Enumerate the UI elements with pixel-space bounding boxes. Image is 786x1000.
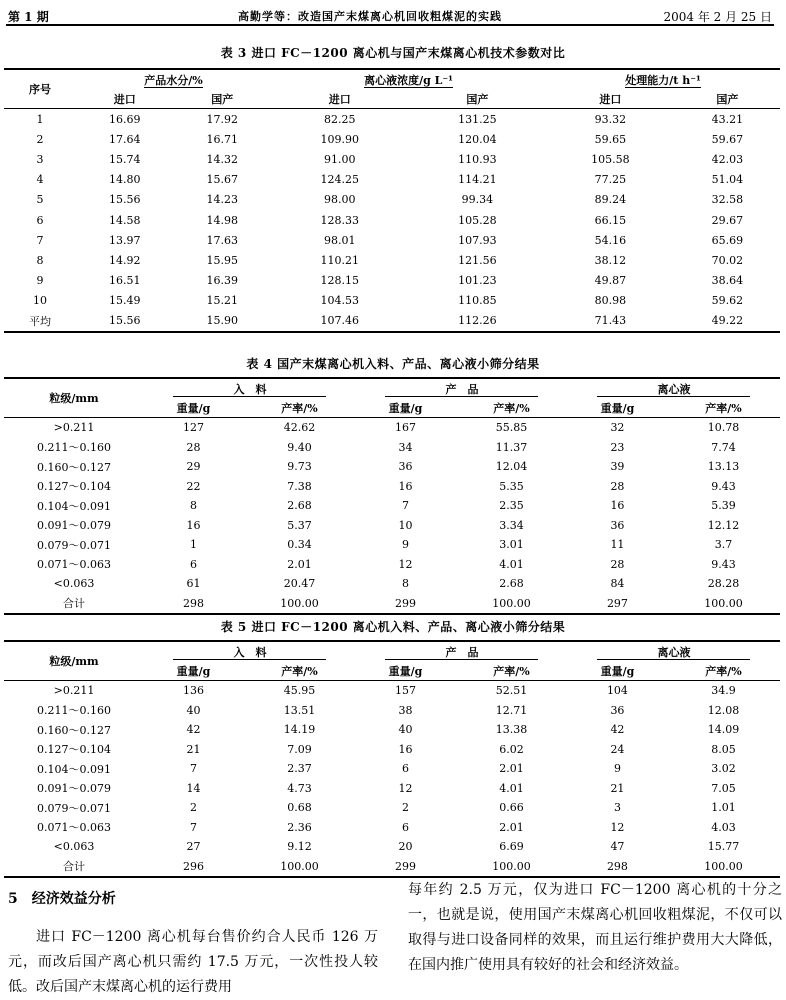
table-cell: 6	[401, 762, 409, 776]
table-cell: 12.04	[495, 460, 528, 474]
table-cell: 121.56	[458, 253, 497, 267]
table-cell: 20.47	[283, 577, 316, 591]
table-row	[4, 477, 780, 497]
table-cell: 54.16	[594, 233, 627, 247]
row-label-cell: 0.071～0.063	[37, 558, 111, 572]
table4-index-header: 粒级/mm	[4, 378, 144, 418]
table-cell: 299	[356, 857, 455, 878]
table-row	[4, 210, 780, 230]
table-cell: 15.21	[206, 294, 238, 308]
table5-sub-header: 重量/g	[356, 661, 455, 681]
table-cell: 21	[186, 742, 201, 756]
table-row	[4, 701, 780, 721]
table4-sub-header: 重量/g	[144, 398, 243, 418]
table-cell: 104.53	[320, 294, 359, 308]
row-label-cell: 合计	[4, 857, 144, 878]
table-cell: 15.77	[707, 840, 740, 854]
table-row	[4, 457, 780, 477]
table-cell: 20	[398, 840, 413, 854]
row-label-cell: 0.071～0.063	[37, 821, 111, 835]
table5-sub-header: 重量/g	[144, 661, 243, 681]
row-label-cell: 3	[36, 152, 44, 166]
table5-index-header: 粒级/mm	[4, 641, 144, 681]
table4-sub-header: 重量/g	[356, 398, 455, 418]
table-cell: 22	[186, 479, 201, 493]
issue-number: 第 1 期	[8, 10, 49, 24]
row-label-cell: 平均	[4, 311, 76, 332]
table-cell: 36	[610, 518, 625, 532]
table-cell: 3	[613, 801, 621, 815]
table-cell: 100.00	[667, 594, 780, 615]
table-cell: 23	[610, 440, 625, 454]
table-cell: 104	[606, 684, 628, 698]
table-cell: 16.39	[206, 274, 238, 288]
row-label-cell: 0.079～0.071	[37, 801, 111, 815]
table-cell: 16.51	[108, 274, 141, 288]
table-cell: 5.37	[287, 518, 312, 532]
table-cell: 51.04	[711, 173, 744, 187]
table-row	[4, 837, 780, 857]
body-paragraph-right: 每年约 2.5 万元，仅为进口 FC－1200 离心机的十分之一，也就是说，使用国产末煤离心机回收粗煤泥，不仅可以取得与进口设备同样的效果，而且运行维护费用大大降低，在国内推广使用具有较好的社会和经济效益。	[408, 882, 782, 973]
table-cell: 12.12	[707, 518, 740, 532]
table-cell: 32	[610, 421, 625, 435]
table-cell: 12	[610, 820, 625, 834]
row-label-cell: 合计	[4, 594, 144, 615]
table-cell: 297	[568, 594, 667, 615]
issue-date: 2004 年 2 月 25 日	[663, 10, 772, 24]
table-cell: 110.21	[320, 253, 359, 267]
table-cell: 42	[186, 723, 201, 737]
table-row	[4, 418, 780, 438]
table-cell: 89.24	[594, 193, 627, 207]
table-cell: 6.02	[499, 742, 524, 756]
table-cell: 112.26	[409, 311, 547, 332]
table-cell: 38.12	[594, 253, 627, 267]
table-row	[4, 250, 780, 270]
table-cell: 7.38	[287, 479, 312, 493]
table5-group-header: 入 料	[144, 641, 356, 661]
table-row	[4, 170, 780, 190]
table-row	[4, 291, 780, 311]
table-row	[4, 798, 780, 818]
table-row	[4, 109, 780, 130]
table-cell: 0.34	[287, 538, 312, 552]
table-cell: 100.00	[667, 857, 780, 878]
table-row	[4, 594, 780, 615]
table-cell: 36	[398, 460, 413, 474]
table-cell: 45.95	[283, 684, 316, 698]
row-label-cell: 6	[36, 213, 44, 227]
table4	[4, 377, 780, 615]
table-cell: 124.25	[320, 173, 359, 187]
table-cell: 8	[189, 499, 197, 513]
table-row	[4, 818, 780, 838]
table-cell: 12	[398, 557, 413, 571]
table-cell: 91.00	[324, 152, 356, 166]
body-paragraph-left: 进口 FC－1200 离心机每台售价约合人民币 126 万元，而改后国产离心机只需约 17.5 万元，一次性投人较低。改后国产末煤离心机的运行费用	[8, 929, 378, 995]
table-cell: 93.32	[594, 112, 627, 126]
row-label-cell: 0.160～0.127	[37, 723, 111, 737]
table-cell: 14.92	[108, 253, 141, 267]
table3-sub-header: 国产	[675, 90, 780, 109]
table4-group-header: 产 品	[356, 378, 568, 398]
table3-sub-header: 进口	[271, 90, 409, 109]
table-cell: 299	[356, 594, 455, 615]
row-label-cell: 0.160～0.127	[37, 460, 111, 474]
table-cell: 14.80	[108, 173, 141, 187]
table3-sub-header: 进口	[76, 90, 173, 109]
table-cell: 167	[394, 421, 416, 435]
table-row	[4, 438, 780, 458]
row-label-cell: <0.063	[53, 577, 95, 591]
table-cell: 61	[186, 577, 201, 591]
table-cell: 3.34	[499, 518, 524, 532]
row-label-cell: 0.211～0.160	[37, 441, 111, 455]
table-row	[4, 555, 780, 575]
table-cell: 157	[394, 684, 416, 698]
page-header	[8, 6, 772, 24]
table-cell: 38	[398, 703, 413, 717]
table-cell: 4.01	[499, 781, 524, 795]
table-cell: 100.00	[243, 857, 356, 878]
row-label-cell: 0.091～0.079	[37, 519, 111, 533]
row-label-cell: 10	[33, 294, 47, 308]
table-cell: 98.00	[324, 193, 356, 207]
table-cell: 2.35	[499, 499, 524, 513]
table4-sub-header: 产率/%	[455, 398, 568, 418]
table-cell: 29.67	[711, 213, 744, 227]
table-cell: 15.67	[206, 173, 238, 187]
table-cell: 2.36	[287, 820, 312, 834]
table-row	[4, 779, 780, 799]
table-cell: 77.25	[594, 173, 627, 187]
table-cell: 3.01	[499, 538, 524, 552]
table-cell: 298	[568, 857, 667, 878]
table-cell: 28	[186, 440, 201, 454]
table-cell: 14.58	[108, 213, 141, 227]
row-label-cell: 0.127～0.104	[37, 743, 111, 757]
table-cell: 49.87	[594, 274, 627, 288]
table-cell: 42.03	[711, 152, 744, 166]
table-row	[4, 516, 780, 536]
table-cell: 59.62	[711, 294, 744, 308]
table-cell: 131.25	[458, 112, 497, 126]
row-label-cell: 0.127～0.104	[37, 480, 111, 494]
table4-sub-header: 产率/%	[243, 398, 356, 418]
table-cell: 15.90	[173, 311, 270, 332]
row-label-cell: 0.091～0.079	[37, 782, 111, 796]
table5-caption: 表 5 进口 FC－1200 离心机入料、产品、离心液小筛分结果	[220, 620, 566, 634]
table-cell: 71.43	[546, 311, 675, 332]
table-cell: 15.49	[108, 294, 141, 308]
table-cell: 128.33	[320, 213, 359, 227]
section-heading	[8, 888, 116, 908]
table-cell: 120.04	[458, 132, 497, 146]
table-cell: 14.09	[707, 723, 740, 737]
table3-group-header: 产品水分/%	[76, 69, 271, 90]
table-cell: 5.39	[711, 499, 736, 513]
table-cell: 59.67	[711, 132, 744, 146]
table-cell: 34.9	[711, 684, 736, 698]
table-cell: 1.01	[711, 801, 736, 815]
table-cell: 17.63	[206, 233, 238, 247]
section-number: 5	[8, 891, 18, 907]
table-cell: 16.69	[108, 112, 141, 126]
table-cell: 7.09	[287, 742, 312, 756]
row-label-cell: <0.063	[53, 840, 95, 854]
row-label-cell: 1	[36, 112, 44, 126]
table-cell: 99.34	[461, 193, 494, 207]
table5	[4, 640, 780, 878]
table-cell: 1	[189, 538, 197, 552]
table-cell: 7	[189, 820, 197, 834]
table-cell: 28	[610, 479, 625, 493]
row-label-cell: >0.211	[53, 421, 95, 435]
table5-group-header: 产 品	[356, 641, 568, 661]
table4-sub-header: 产率/%	[667, 398, 780, 418]
table-cell: 2.01	[499, 762, 524, 776]
table-row	[4, 271, 780, 291]
row-label-cell: 5	[36, 193, 44, 207]
table-cell: 9	[613, 762, 621, 776]
row-label-cell: 9	[36, 274, 44, 288]
table-cell: 17.64	[108, 132, 141, 146]
table-cell: 0.66	[499, 801, 524, 815]
table-cell: 15.56	[108, 193, 141, 207]
table-cell: 10	[398, 518, 413, 532]
table-cell: 38.64	[711, 274, 744, 288]
table-cell: 9.40	[287, 440, 312, 454]
table3-sub-header: 国产	[173, 90, 270, 109]
table-cell: 47	[610, 840, 625, 854]
table3-group-header: 处理能力/t h⁻¹	[546, 69, 780, 90]
table3-group-header: 离心液浓度/g L⁻¹	[271, 69, 546, 90]
table-cell: 8.05	[711, 742, 736, 756]
table-row	[4, 535, 780, 555]
table-cell: 298	[144, 594, 243, 615]
table-cell: 2.68	[287, 499, 312, 513]
table-cell: 127	[182, 421, 204, 435]
table-cell: 128.15	[320, 274, 359, 288]
table5-sub-header: 产率/%	[455, 661, 568, 681]
table-cell: 52.51	[495, 684, 528, 698]
running-title: 高勤学等：改造国产末煤离心机回收粗煤泥的实践	[238, 10, 502, 23]
table-cell: 59.65	[594, 132, 627, 146]
table3-index-header: 序号	[4, 69, 76, 109]
table-cell: 16	[610, 499, 625, 513]
table-cell: 8	[401, 577, 409, 591]
table-cell: 15.56	[76, 311, 173, 332]
table-row	[4, 190, 780, 210]
table3-sub-header: 进口	[546, 90, 675, 109]
table-cell: 65.69	[711, 233, 744, 247]
table-cell: 9.12	[287, 840, 312, 854]
table3	[4, 68, 780, 333]
table-cell: 10.78	[707, 421, 740, 435]
table-cell: 2	[401, 801, 409, 815]
table5-sub-header: 产率/%	[667, 661, 780, 681]
section-title: 经济效益分析	[31, 891, 116, 907]
table-cell: 42	[610, 723, 625, 737]
table-cell: 42.62	[283, 421, 316, 435]
table-row	[4, 720, 780, 740]
table-cell: 43.21	[711, 112, 744, 126]
table-cell: 9	[401, 538, 409, 552]
table5-sub-header: 重量/g	[568, 661, 667, 681]
table-cell: 14.19	[283, 723, 316, 737]
row-label-cell: >0.211	[53, 684, 95, 698]
table-cell: 100.00	[455, 594, 568, 615]
table-cell: 100.00	[455, 857, 568, 878]
row-label-cell: 7	[36, 233, 44, 247]
table-cell: 110.93	[458, 152, 497, 166]
table-cell: 11.37	[495, 440, 528, 454]
table-cell: 109.90	[320, 132, 359, 146]
table-cell: 21	[610, 781, 625, 795]
table-cell: 6	[189, 557, 197, 571]
table-cell: 9.43	[711, 479, 736, 493]
table-cell: 114.21	[458, 173, 497, 187]
row-label-cell: 8	[36, 253, 44, 267]
table-cell: 4.03	[711, 820, 736, 834]
table-cell: 107.46	[271, 311, 409, 332]
table-cell: 80.98	[594, 294, 627, 308]
table-cell: 98.01	[324, 233, 356, 247]
table-cell: 0.68	[287, 801, 312, 815]
row-label-cell: 2	[36, 132, 44, 146]
table-cell: 13.13	[707, 460, 740, 474]
row-label-cell: 0.104～0.091	[37, 499, 111, 513]
table-cell: 3.02	[711, 762, 736, 776]
table5-sub-header: 产率/%	[243, 661, 356, 681]
table-cell: 39	[610, 460, 625, 474]
table-cell: 4.01	[499, 557, 524, 571]
table-cell: 82.25	[324, 112, 356, 126]
row-label-cell: 0.104～0.091	[37, 762, 111, 776]
table-cell: 17.92	[206, 112, 238, 126]
row-label-cell: 0.211～0.160	[37, 704, 111, 718]
table-row	[4, 759, 780, 779]
table-cell: 7.05	[711, 781, 736, 795]
table-cell: 100.00	[243, 594, 356, 615]
table4-caption: 表 4 国产末煤离心机入料、产品、离心液小筛分结果	[246, 357, 540, 371]
table-cell: 34	[398, 440, 413, 454]
table-cell: 7.74	[711, 440, 736, 454]
table4-sub-header: 重量/g	[568, 398, 667, 418]
table-cell: 27	[186, 840, 201, 854]
table-row	[4, 311, 780, 332]
table-cell: 29	[186, 460, 201, 474]
table-cell: 6.69	[499, 840, 524, 854]
table-cell: 28.28	[707, 577, 740, 591]
header-rule	[6, 24, 774, 26]
table-cell: 32.58	[711, 193, 744, 207]
table-cell: 70.02	[711, 253, 744, 267]
table-cell: 12	[398, 781, 413, 795]
table-cell: 28	[610, 557, 625, 571]
table-cell: 5.35	[499, 479, 524, 493]
table-cell: 40	[398, 723, 413, 737]
table-cell: 11	[610, 538, 625, 552]
table-cell: 2.37	[287, 762, 312, 776]
table-cell: 6	[401, 820, 409, 834]
table-cell: 16.71	[206, 132, 238, 146]
table-cell: 105.58	[591, 152, 630, 166]
table-cell: 14.32	[206, 152, 238, 166]
table-cell: 101.23	[458, 274, 497, 288]
row-label-cell: 0.079～0.071	[37, 538, 111, 552]
row-label-cell: 4	[36, 173, 44, 187]
table-cell: 55.85	[495, 421, 528, 435]
table-cell: 16	[186, 518, 201, 532]
table-cell: 14.23	[206, 193, 238, 207]
table-cell: 107.93	[458, 233, 497, 247]
table-row	[4, 681, 780, 701]
table4-group-header: 离心液	[568, 378, 780, 398]
table-cell: 14	[186, 781, 201, 795]
table-row	[4, 740, 780, 760]
table-cell: 12.71	[495, 703, 528, 717]
table-cell: 24	[610, 742, 625, 756]
table-row	[4, 857, 780, 878]
table-cell: 2.01	[287, 557, 312, 571]
table-cell: 15.74	[108, 152, 141, 166]
table-cell: 9.43	[711, 557, 736, 571]
table4-group-header: 入 料	[144, 378, 356, 398]
table-cell: 66.15	[594, 213, 627, 227]
table-row	[4, 149, 780, 169]
table-cell: 7	[189, 762, 197, 776]
table-cell: 105.28	[458, 213, 497, 227]
table-cell: 40	[186, 703, 201, 717]
table3-sub-header: 国产	[409, 90, 547, 109]
table-row	[4, 496, 780, 516]
table-row	[4, 230, 780, 250]
table-cell: 16	[398, 742, 413, 756]
table3-caption: 表 3 进口 FC－1200 离心机与国产末煤离心机技术参数对比	[220, 46, 566, 60]
table-cell: 14.98	[206, 213, 238, 227]
table-cell: 110.85	[458, 294, 497, 308]
table-cell: 84	[610, 577, 625, 591]
table-cell: 13.51	[283, 703, 316, 717]
table-cell: 2.68	[499, 577, 524, 591]
table-row	[4, 129, 780, 149]
table5-group-header: 离心液	[568, 641, 780, 661]
table-cell: 13.38	[495, 723, 528, 737]
table-cell: 9.73	[287, 460, 312, 474]
table-cell: 12.08	[707, 703, 740, 717]
table-cell: 16	[398, 479, 413, 493]
table-row	[4, 574, 780, 594]
table-cell: 49.22	[675, 311, 780, 332]
table-cell: 2	[189, 801, 197, 815]
table-cell: 36	[610, 703, 625, 717]
table-cell: 7	[401, 499, 409, 513]
table-cell: 136	[182, 684, 204, 698]
table-cell: 13.97	[108, 233, 141, 247]
table-cell: 2.01	[499, 820, 524, 834]
table-cell: 3.7	[714, 538, 733, 552]
table-cell: 4.73	[287, 781, 312, 795]
table-cell: 15.95	[206, 253, 238, 267]
table-cell: 296	[144, 857, 243, 878]
